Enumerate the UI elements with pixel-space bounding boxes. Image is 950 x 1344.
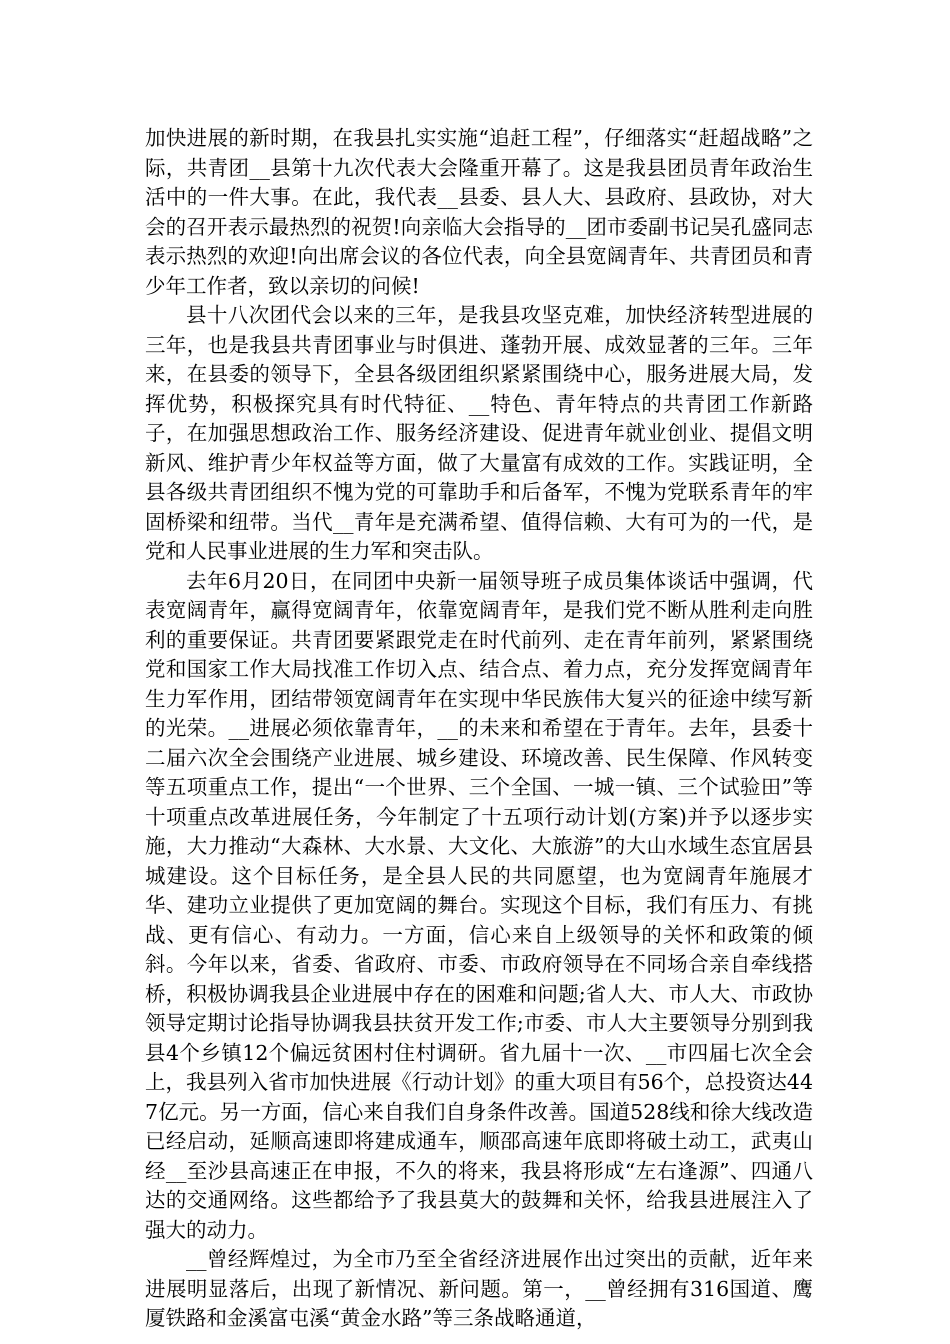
paragraph-3: 去年6月20日，在同团中央新一届领导班子成员集体谈话中强调，代表宽阔青年，赢得宽阔青年，依靠宽阔青年，是我们党不断从胜利走向胜利的重要保证。共青团要紧跟党走在时代前列、走在青年前列，紧紧围绕党和国家工作大局找准工作切入点、结合点、着力点，充分发挥宽阔青年生力军作用，团结带领宽阔青年在实现中华民族伟大复兴的征途中续写新的光荣。__进展必须依靠青年，__的未来和希望在于青年。去年，县委十二届六次全会围绕产业进展、城乡建设、环境改善、民生保障、作风转变等五项重点工作，提出“一个世界、三个全国、一城一镇、三个试验田”等十项重点改革进展任务，今年制定了十五项行动计划(方案)并予以逐步实施，大力推动“大森林、大水景、大文化、大旅游”的大山水域生态宜居县城建设。这个目标任务，是全县人民的共同愿望，也为宽阔青年施展才华、建功立业提供了更加宽阔的舞台。实现这个目标，我们有压力、有挑战、更有信心、有动力。一方面，信心来自上级领导的关怀和政策的倾斜。今年以来，省委、省政府、市委、市政府领导在不同场合亲自牵线搭桥，积极协调我县企业进展中存在的困难和问题;省人大、市人大、市政协领导定期讨论指导协调我县扶贫开发工作;市委、市人大主要领导分别到我县4个乡镇12个偏远贫困村住村调研。省九届十一次、__市四届七次全会上，我县列入省市加快进展《行动计划》的重大项目有56个，总投资达447亿元。另一方面，信心来自我们自身条件改善。国道528线和徐大线改造已经启动，延顺高速即将建成通车，顺邵高速年底即将破土动工，武夷山经__至沙县高速正在申报，不久的将来，我县将形成“左右逢源”、四通八达的交通网络。这些都给予了我县莫大的鼓舞和关怀，给我县进展注入了强大的动力。 [145, 568, 813, 1242]
document-page [145, 124, 813, 1334]
paragraph-4: __曾经辉煌过，为全市乃至全省经济进展作出过突出的贡献，近年来进展明显落后，出现了新情况、新问题。第一，__曾经拥有316国道、鹰厦铁路和金溪富屯溪“黄金水路”等三条战略通道， [145, 1247, 813, 1330]
paragraph-1: 加快进展的新时期，在我县扎实实施“追赶工程”，仔细落实“赶超战略”之际，共青团__县第十九次代表大会隆重开幕了。这是我县团员青年政治生活中的一件大事。在此，我代表__县委、县人大、县政府、县政协，对大会的召开表示最热烈的祝贺!向亲临大会指导的__团市委副书记吴孔盛同志表示热烈的欢迎!向出席会议的各位代表，向全县宽阔青年、共青团员和青少年工作者，致以亲切的问候! [145, 126, 813, 298]
paragraph-2: 县十八次团代会以来的三年，是我县攻坚克难，加快经济转型进展的三年，也是我县共青团事业与时俱进、蓬勃开展、成效显著的三年。三年来，在县委的领导下，全县各级团组织紧紧围绕中心，服务进展大局，发挥优势，积极探究具有时代特征、__特色、青年特点的共青团工作新路子，在加强思想政治工作、服务经济建设、促进青年就业创业、提倡文明新风、维护青少年权益等方面，做了大量富有成效的工作。实践证明，全县各级共青团组织不愧为党的可靠助手和后备军，不愧为党联系青年的牢固桥梁和纽带。当代__青年是充满希望、值得信赖、大有可为的一代，是党和人民事业进展的生力军和突击队。 [145, 303, 813, 563]
